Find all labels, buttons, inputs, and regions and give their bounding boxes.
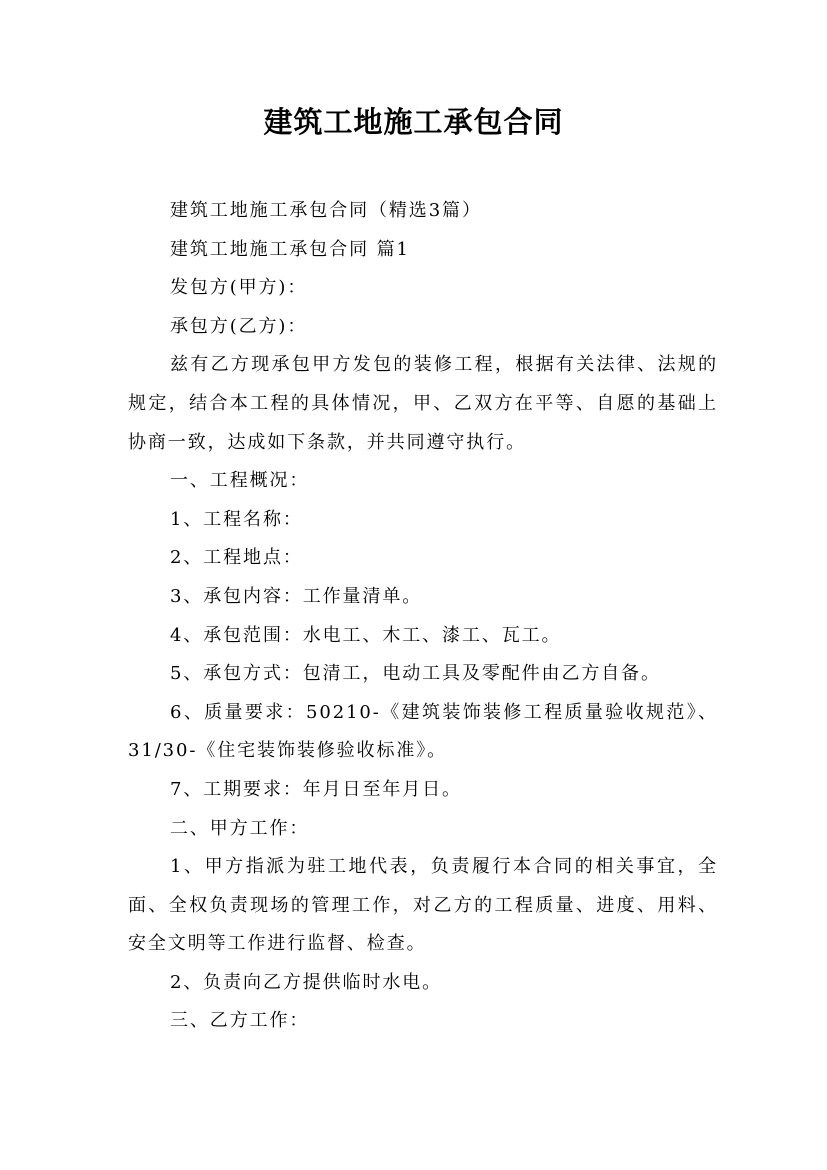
paragraph-preamble: 兹有乙方现承包甲方发包的装修工程，根据有关法律、法规的规定，结合本工程的具体情况，甲、乙双方在平等、自愿的基础上协商一致，达成如下条款，并共同遵守执行。 [128,354,718,453]
paragraph-clause: 2、工程地点： [170,547,303,569]
paragraph-clause: 3、承包内容：工作量清单。 [170,585,423,607]
paragraph-clause: 1、甲方指派为驻工地代表，负责履行本合同的相关事宜，全面、全权负责现场的管理工作，对乙方的工程质量、进度、用料、安全文明等工作进行监督、检查。 [128,856,718,955]
paragraph-clause: 2、负责向乙方提供临时水电。 [170,971,443,993]
paragraph-clause: 7、工期要求：年月日至年月日。 [170,778,462,800]
paragraph-section-heading: 建筑工地施工承包合同 篇1 [170,238,410,260]
paragraph-clause-heading: 三、乙方工作： [170,1010,310,1032]
paragraph-party-a: 发包方(甲方)： [170,277,308,299]
document-title: 建筑工地施工承包合同 [263,105,564,139]
paragraph-clause: 5、承包方式：包清工，电动工具及零配件由乙方自备。 [170,663,661,685]
paragraph-clause-heading: 二、甲方工作： [170,817,310,839]
document-body [128,192,718,1041]
paragraph-clause: 6、质量要求：50210-《建筑装饰装修工程质量验收规范》、31/30-《住宅装饰装修验收标准》。 [128,701,718,762]
paragraph-clause: 4、承包范围：水电工、木工、漆工、瓦工。 [170,624,562,646]
paragraph-clause-heading: 一、工程概况： [170,470,310,492]
paragraph-clause: 1、工程名称： [170,508,303,530]
paragraph-subtitle: 建筑工地施工承包合同（精选3篇） [170,200,482,221]
paragraph-party-b: 承包方(乙方)： [170,315,308,337]
